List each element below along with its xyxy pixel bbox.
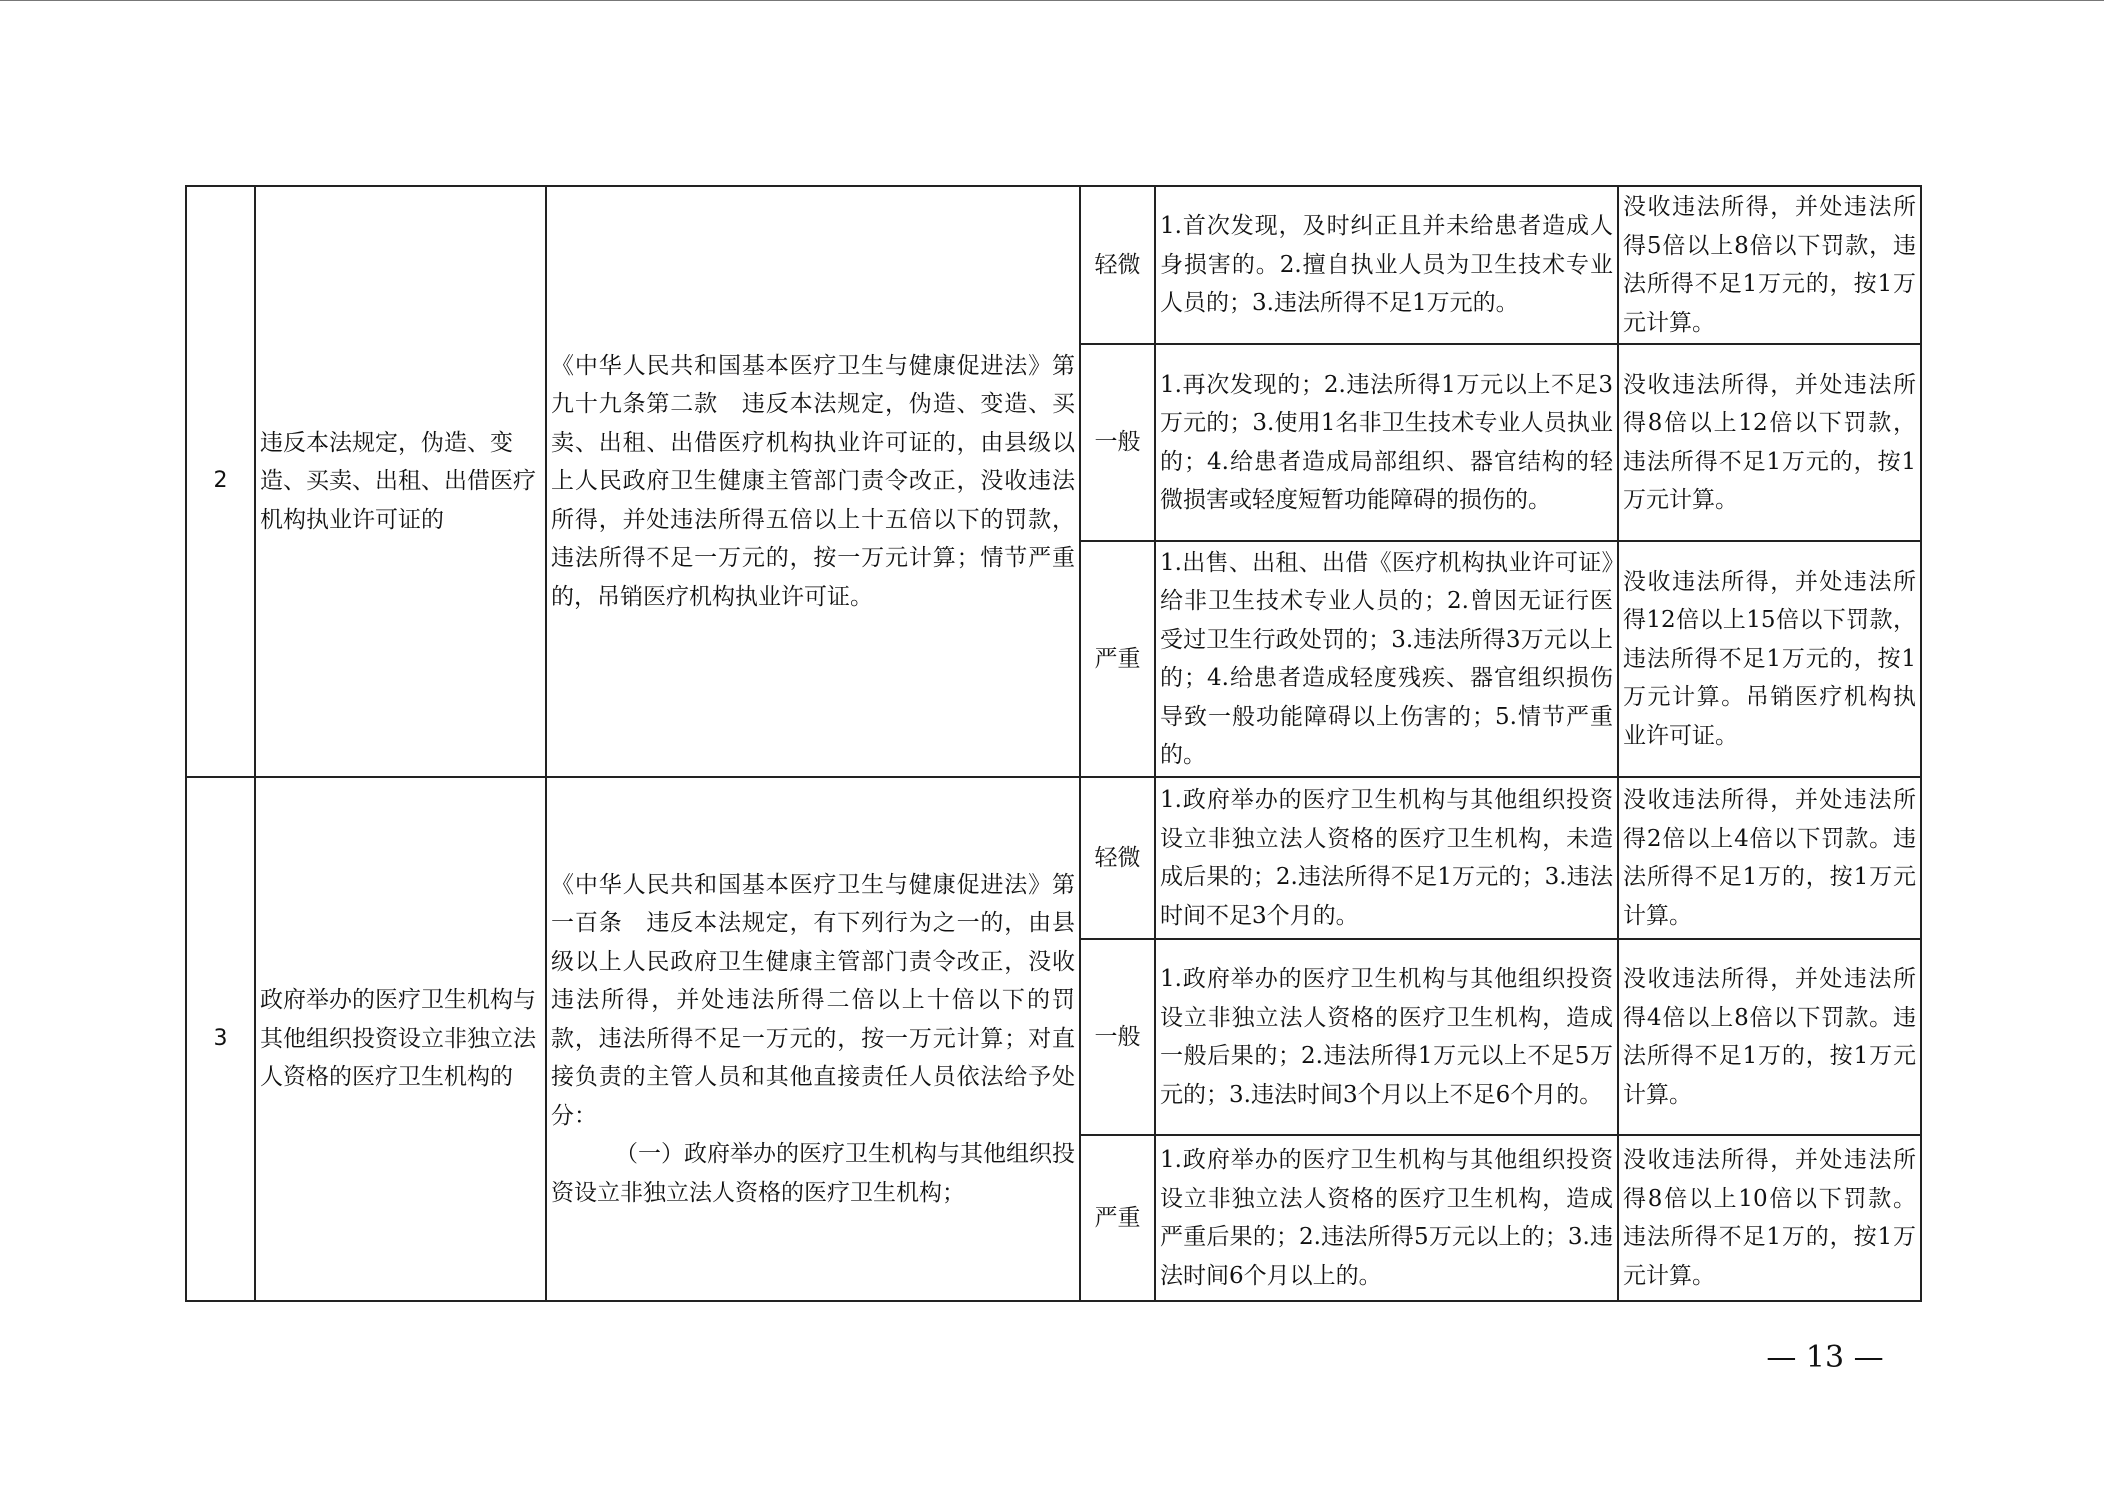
circumstance-condition: 1.政府举办的医疗卫生机构与其他组织投资设立非独立法人资格的医疗卫生机构，造成一般后果的；2.违法所得1万元以上不足5万元的；3.违法时间3个月以上不足6个月的。 [1155, 939, 1618, 1135]
table-row [186, 777, 1921, 939]
circumstance-condition: 1.政府举办的医疗卫生机构与其他组织投资设立非独立法人资格的医疗卫生机构，未造成后果的；2.违法所得不足1万元的；3.违法时间不足3个月的。 [1155, 777, 1618, 939]
legal-basis-paragraph: 《中华人民共和国基本医疗卫生与健康促进法》第九十九条第二款 违反本法规定，伪造、变造、买卖、出租、出借医疗机构执业许可证的，由县级以上人民政府卫生健康主管部门责令改正，没收违法所得，并处违法所得五倍以上十五倍以下的罚款，违法所得不足一万元的，按一万元计算；情节严重的，吊销医疗机构执业许可证。 [551, 352, 1075, 610]
circumstance-condition: 1.再次发现的；2.违法所得1万元以上不足3万元的；3.使用1名非卫生技术专业人员执业的；4.给患者造成局部组织、器官结构的轻微损害或轻度短暂功能障碍的损伤的。 [1155, 344, 1618, 541]
penalty-standard: 没收违法所得，并处违法所得4倍以上8倍以下罚款。违法所得不足1万的，按1万元计算。 [1618, 939, 1921, 1135]
severity-level: 严重 [1080, 541, 1155, 777]
penalty-standard: 没收违法所得，并处违法所得2倍以上4倍以下罚款。违法所得不足1万的，按1万元计算。 [1618, 777, 1921, 939]
penalty-standard: 没收违法所得，并处违法所得5倍以上8倍以下罚款，违法所得不足1万元的，按1万元计算。 [1618, 186, 1921, 344]
legal-basis [546, 777, 1080, 1301]
severity-level: 轻微 [1080, 777, 1155, 939]
penalty-standard: 没收违法所得，并处违法所得12倍以上15倍以下罚款，违法所得不足1万元的，按1万元计算。吊销医疗机构执业许可证。 [1618, 541, 1921, 777]
legal-basis-clause: （一）政府举办的医疗卫生机构与其他组织投资设立非独立法人资格的医疗卫生机构； [551, 1141, 1075, 1206]
severity-level: 一般 [1080, 939, 1155, 1135]
circumstance-condition: 1.首次发现，及时纠正且并未给患者造成人身损害的。2.擅自执业人员为卫生技术专业人员的；3.违法所得不足1万元的。 [1155, 186, 1618, 344]
severity-level: 严重 [1080, 1135, 1155, 1301]
violation-behavior: 政府举办的医疗卫生机构与其他组织投资设立非独立法人资格的医疗卫生机构的 [255, 777, 546, 1301]
penalty-standard: 没收违法所得，并处违法所得8倍以上12倍以下罚款，违法所得不足1万元的，按1万元计算。 [1618, 344, 1921, 541]
violation-behavior: 违反本法规定，伪造、变造、买卖、出租、出借医疗机构执业许可证的 [255, 186, 546, 777]
table-row [186, 186, 1921, 344]
legal-basis [546, 186, 1080, 777]
circumstance-condition: 1.政府举办的医疗卫生机构与其他组织投资设立非独立法人资格的医疗卫生机构，造成严重后果的；2.违法所得5万元以上的；3.违法时间6个月以上的。 [1155, 1135, 1618, 1301]
page-number: — 13 — [1766, 1340, 1884, 1375]
top-border-line [0, 0, 2104, 1]
penalty-standard: 没收违法所得，并处违法所得8倍以上10倍以下罚款。违法所得不足1万的，按1万元计算。 [1618, 1135, 1921, 1301]
item-number: 3 [186, 777, 255, 1301]
legal-basis-paragraph: 《中华人民共和国基本医疗卫生与健康促进法》第一百条 违反本法规定，有下列行为之一的，由县级以上人民政府卫生健康主管部门责令改正，没收违法所得，并处违法所得二倍以上十倍以下的罚款，违法所得不足一万元的，按一万元计算；对直接负责的主管人员和其他直接责任人员依法给予处分： [551, 871, 1075, 1129]
item-number: 2 [186, 186, 255, 777]
penalty-standard-table [185, 185, 1922, 1302]
circumstance-condition: 1.出售、出租、出借《医疗机构执业许可证》给非卫生技术专业人员的；2.曾因无证行医受过卫生行政处罚的；3.违法所得3万元以上的；4.给患者造成轻度残疾、器官组织损伤导致一般功能障碍以上伤害的；5.情节严重的。 [1155, 541, 1618, 777]
severity-level: 一般 [1080, 344, 1155, 541]
severity-level: 轻微 [1080, 186, 1155, 344]
